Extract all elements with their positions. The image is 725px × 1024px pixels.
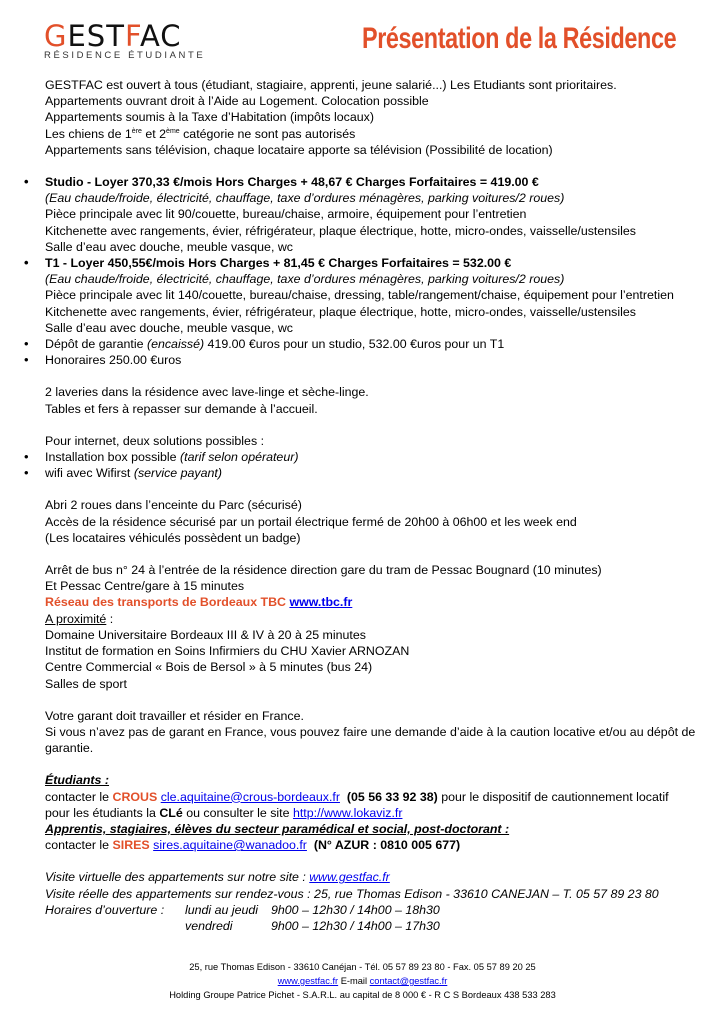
deposit-line: • Dépôt de garantie (encaissé) 419.00 €uros pour un studio, 532.00 €uros pour un T1 (45, 336, 700, 352)
footer-company: Holding Groupe Patrice Pichet - S.A.R.L. au capital de 8 000 € - R C S Bordeaux 438 533 283 (169, 990, 556, 1000)
apprentices-title: Apprentis, stagiaires, élèves du secteur paramédical et social, post-doctorant : (45, 821, 510, 836)
hours-row: Horaires d’ouverture : lundi au jeudi 9h00 – 12h30 / 14h00 – 18h30 (45, 902, 440, 917)
intro-line: Appartements ouvrant droit à l’Aide au Logement. Colocation possible (45, 94, 429, 109)
intro-line: Appartements soumis à la Taxe d’Habitation (impôts locaux) (45, 110, 374, 125)
tbc-line: Réseau des transports de Bordeaux TBC www.tbc.fr (45, 595, 353, 610)
internet-intro: Pour internet, deux solutions possibles : (45, 433, 265, 448)
laundry-line: Tables et fers à repasser sur demande à l’accueil. (45, 401, 318, 416)
access-line: (Les locataires véhiculés possèdent un badge) (45, 530, 301, 545)
bus-line: Arrêt de bus n° 24 à l’entrée de la résidence direction gare du tram de Pessac Bougnard (10 minutes) (45, 563, 602, 578)
fees-line: • Honoraires 250.00 €uros (45, 352, 700, 368)
t1-heading: • T1 - Loyer 450,55€/mois Hors Charges + 81,45 € Charges Forfaitaires = 532.00 € (45, 255, 700, 271)
gestfac-link[interactable]: www.gestfac.fr (309, 870, 390, 885)
tbc-link[interactable]: www.tbc.fr (289, 595, 353, 610)
logo (44, 19, 206, 61)
studio-room: Pièce principale avec lit 90/couette, bureau/chaise, armoire, équipement pour l’entretien (45, 207, 527, 222)
internet-box: • Installation box possible (tarif selon opérateur) (45, 449, 700, 465)
logo-brand: GESTFAC (44, 19, 182, 53)
virtual-visit: Visite virtuelle des appartements sur notre site : www.gestfac.fr (45, 870, 390, 885)
nearby-item: Salles de sport (45, 676, 127, 691)
t1-bath: Salle d’eau avec douche, meuble vasque, wc (45, 320, 293, 335)
real-visit: Visite réelle des appartements sur rendez-vous : 25, rue Thomas Edison - 33610 CANEJAN – T. 05 57 89 23 80 (45, 886, 659, 901)
internet-wifi: • wifi avec Wifirst (service payant) (45, 465, 700, 481)
studio-heading: • Studio - Loyer 370,33 €/mois Hors Charges + 48,67 € Charges Forfaitaires = 419.00 € (45, 174, 700, 190)
footer (0, 960, 725, 1002)
crous-email-link[interactable]: cle.aquitaine@crous-bordeaux.fr (160, 789, 340, 804)
apprentices-contact: contacter le SIRES sires.aquitaine@wanadoo.fr (N° AZUR : 0810 005 677) (45, 838, 461, 853)
footer-contact: www.gestfac.fr E-mail contact@gestfac.fr (277, 976, 448, 986)
students-title: Étudiants : (45, 773, 110, 788)
guarantor-line: Si vous n’avez pas de garant en France, vous pouvez faire une demande d’aide à la caution locative et/ou au dépôt de garantie. (45, 724, 696, 756)
intro-line: GESTFAC est ouvert à tous (étudiant, stagiaire, apprenti, jeune salarié...) Les Etudiants sont prioritaires. (45, 78, 617, 92)
t1-room: Pièce principale avec lit 140/couette, bureau/chaise, dressing, table/rangement/chaise, équipement pour l’entretien (45, 288, 674, 303)
nearby-item: Institut de formation en Soins Infirmiers du CHU Xavier ARNOZAN (45, 644, 410, 659)
students-cle: pour les étudiants la CLé ou consulter le site http://www.lokaviz.fr (45, 805, 403, 820)
page-title: Présentation de la Résidence (362, 22, 677, 55)
access-line: Accès de la résidence sécurisé par un portail électrique fermé de 20h00 à 06h00 et les week end (45, 514, 577, 529)
studio-bath: Salle d’eau avec douche, meuble vasque, wc (45, 239, 293, 254)
lokaviz-link[interactable]: http://www.lokaviz.fr (292, 805, 403, 820)
hours-row: vendredi 9h00 – 12h30 / 14h00 – 17h30 (185, 918, 440, 933)
footer-email-link[interactable]: contact@gestfac.fr (369, 976, 448, 986)
dogs-line: Les chiens de 1ère et 2ème catégorie ne sont pas autorisés (45, 126, 356, 141)
centre-line: Et Pessac Centre/gare à 15 minutes (45, 579, 245, 594)
t1-kitchen: Kitchenette avec rangements, évier, réfrigérateur, plaque électrique, hotte, micro-ondes, vaisselle/ustensiles (45, 304, 636, 319)
sires-email-link[interactable]: sires.aquitaine@wanadoo.fr (153, 838, 307, 853)
studio-kitchen: Kitchenette avec rangements, évier, réfrigérateur, plaque électrique, hotte, micro-ondes, vaisselle/ustensiles (45, 223, 636, 238)
studio-charges: (Eau chaude/froide, électricité, chauffage, taxe d’ordures ménagères, parking voitures/2 roues) (45, 191, 565, 206)
nearby-title: A proximité : (45, 611, 114, 626)
students-contact: contacter le CROUS cle.aquitaine@crous-bordeaux.fr (05 56 33 92 38) pour le dispositif de cautionnement locatif (45, 789, 669, 804)
footer-address: 25, rue Thomas Edison - 33610 Canéjan - Tél. 05 57 89 23 80 - Fax. 05 57 89 20 25 (189, 962, 536, 972)
nearby-item: Centre Commercial « Bois de Bersol » à 5 minutes (bus 24) (45, 660, 373, 675)
document-body (45, 77, 700, 934)
laundry-line: 2 laveries dans la résidence avec lave-linge et sèche-linge. (45, 385, 369, 400)
access-line: Abri 2 roues dans l’enceinte du Parc (sécurisé) (45, 498, 302, 513)
intro-line: Appartements sans télévision, chaque locataire apporte sa télévision (Possibilité de location) (45, 142, 553, 157)
footer-site-link[interactable]: www.gestfac.fr (277, 976, 339, 986)
guarantor-line: Votre garant doit travailler et résider en France. (45, 708, 304, 723)
nearby-item: Domaine Universitaire Bordeaux III & IV à 20 à 25 minutes (45, 627, 366, 642)
t1-charges: (Eau chaude/froide, électricité, chauffage, taxe d’ordures ménagères, parking voitures/2 roues) (45, 272, 565, 287)
logo-subtitle: RÉSIDENCE ÉTUDIANTE (44, 50, 206, 61)
